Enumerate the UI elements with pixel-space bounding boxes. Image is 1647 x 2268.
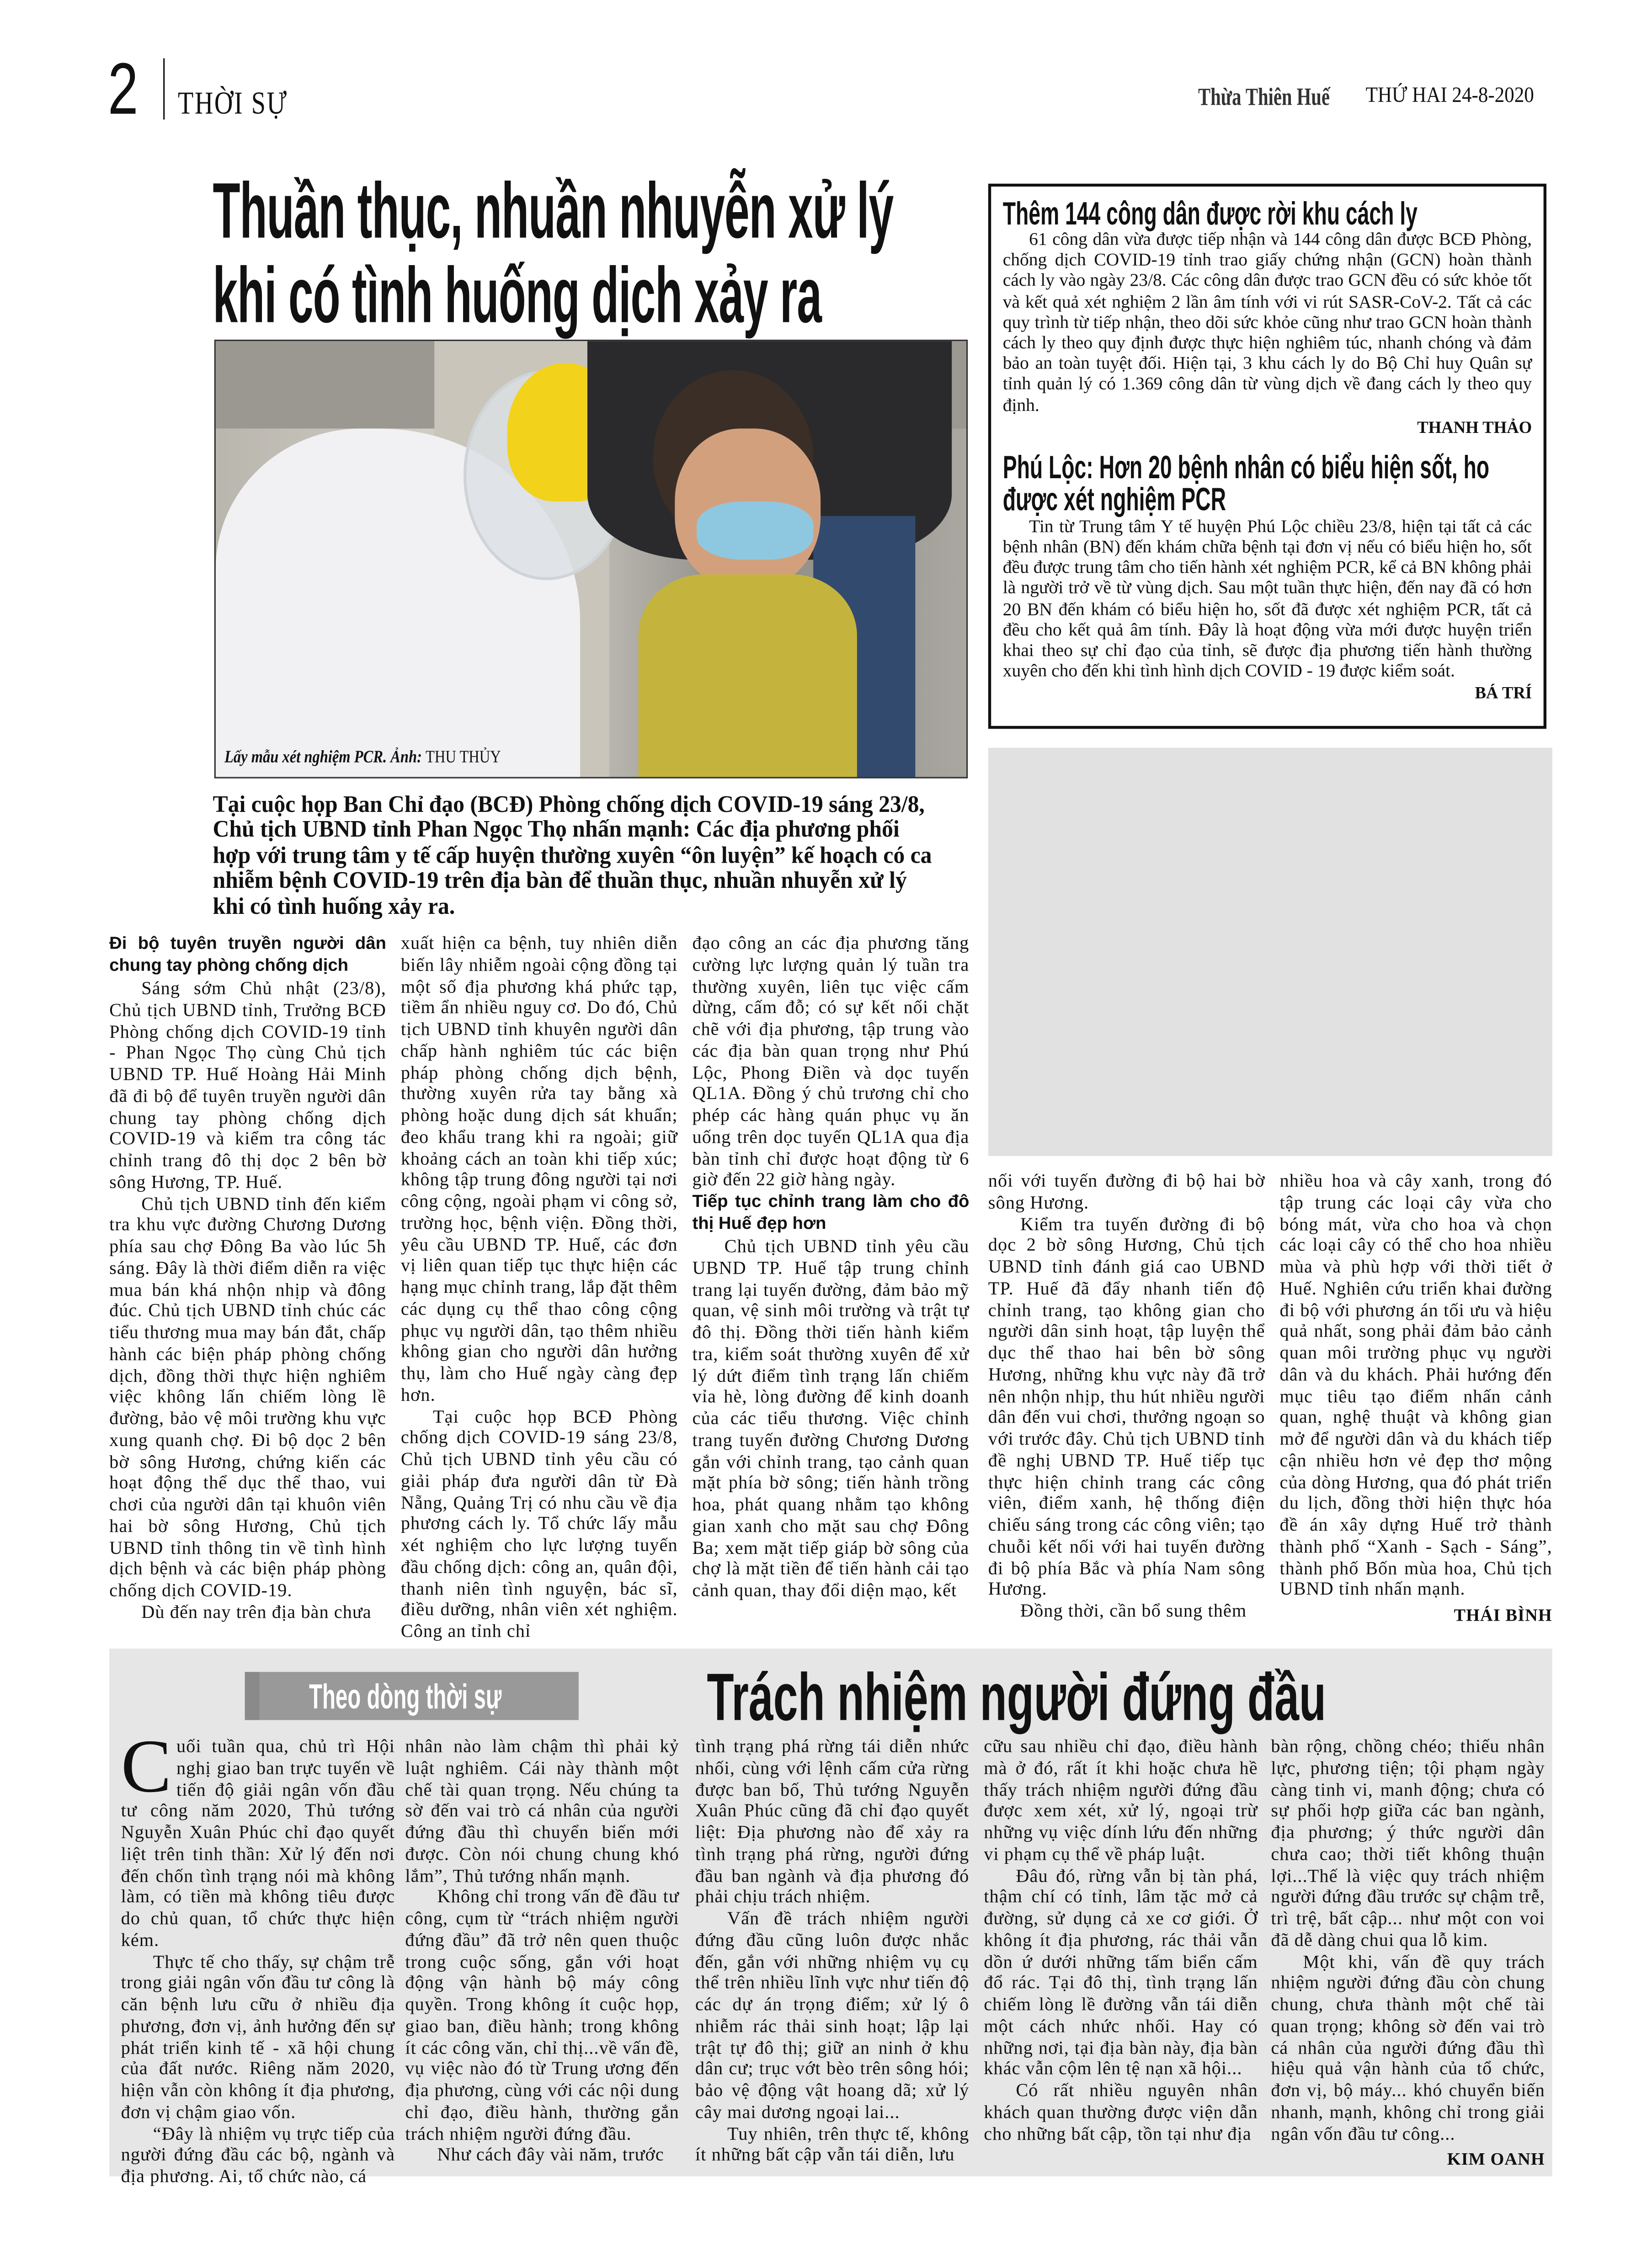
paragraph: nhân nào làm chậm thì phải kỷ luật nghiêm. Cái này thành một chế tài quan trọng. Nếu chúng ta sờ đến vai trò cá nhân của người đứng đầu thì chuyển biến mới được. Còn nói chung chung khó lắm”, Thủ tướng nhấn mạnh. (405, 1736, 679, 1886)
photo-credit: THU THỦY (426, 746, 501, 767)
opinion-column (695, 1736, 969, 2167)
byline: THÁI BÌNH (1454, 1605, 1552, 1626)
paragraph: Tại cuộc họp BCĐ Phòng chống dịch COVID-19 sáng 23/8, Chủ tịch UBND tỉnh yêu cầu có giải pháp đưa người dân từ Đà Nẵng, Quảng Trị có nhu cầu về địa phương cách ly. Tổ chức lấy mẫu xét nghiệm cho lực lượng tuyến đầu chống dịch: công an, quân đội, thanh niên tình nguyện, bác sĩ, điều dưỡng, nhân viên xét nghiệm. Công an tỉnh chỉ (400, 1406, 678, 1642)
brief-body: Tin từ Trung tâm Y tế huyện Phú Lộc chiều 23/8, hiện tại tất cả các bệnh nhân (BN) đến khám chữa bệnh tại đơn vị nếu có biểu hiện ho, sốt đều được trung tâm cho tiến hành xét nghiệm PCR, kể cả BN không phải là người trở về từ vùng dịch. Sau một tuần thực hiện, đến nay đã có hơn 20 BN đến khám có biểu hiện ho, sốt đã được xét nghiệm PCR, tất cả đều cho kết quả âm tính. Đây là hoạt động vừa mới được huyện triển khai theo sự chỉ đạo của tỉnh, sẽ được địa phương tiến hành thường xuyên cho đến khi tình hình dịch COVID - 19 được kiểm soát. (1002, 516, 1532, 681)
photo-caption (224, 747, 501, 768)
article-column (401, 933, 678, 1643)
paragraph: Tuy nhiên, trên thực tế, không ít những bất cập vẫn tái diễn, lưu (695, 2123, 970, 2165)
paper-name: Thừa Thiên Huế (1198, 83, 1330, 111)
paragraph: cữu sau nhiều chỉ đạo, điều hành mà ở đó, rất ít khi hoặc chưa hề thấy trách nhiệm người đứng đầu được xem xét, xử lý, ngoại trừ những vụ việc dính lứu đến những vi phạm cụ thể về pháp luật. (984, 1736, 1258, 1864)
opinion-column (121, 1726, 395, 2188)
caption-text: Lấy mẫu xét nghiệm PCR. Ảnh: (224, 746, 422, 767)
news-brief-box (988, 184, 1546, 729)
paragraph: “Đây là nhiệm vụ trực tiếp của người đứng đầu các bộ, ngành và địa phương. Ai, tổ chức nào, cá (121, 2123, 395, 2187)
opinion-column (984, 1736, 1258, 2145)
column-label (245, 1672, 579, 1720)
brief-author: BÁ TRÍ (1475, 686, 1532, 704)
section-title: THỜI SỰ (177, 84, 288, 121)
brief-title: Thêm 144 công dân được rời khu cách ly (1002, 195, 1418, 232)
paragraph: Đâu đó, rừng vẫn bị tàn phá, thậm chí có tỉnh, lâm tặc mở cả đường, sử dụng cả xe cơ giới. Ở không ít địa phương, rác thải vẫn dồn ứ dưới những tấm biển cấm đổ rác. Tại đô thị, tình trạng lấn chiếm lòng lề đường vẫn tái diễn một cách nhức nhối. Hay có những nơi, tại địa bàn này, địa bàn khác vẫn cộm lên tệ nạn xã hội... (984, 1865, 1258, 2079)
article-photo (214, 340, 968, 779)
brief-title: Phú Lộc: Hơn 20 bệnh nhân có biểu hiện sốt, ho được xét nghiệm PCR (1002, 448, 1490, 518)
paragraph: đạo công an các địa phương tăng cường lực lượng quản lý tuần tra thường xuyên, liên tục việc cấm dừng, cấm đỗ; có sự kết nối chặt chẽ với địa phương, tập trung vào các địa bàn quan trọng như Phú Lộc, Phong Điền và dọc tuyến QL1A. Đồng ý chủ trương chỉ cho phép các hàng quán phục vụ ăn uống trên dọc tuyến QL1A qua địa bàn tỉnh chỉ được hoạt động từ 6 giờ đến 22 giờ hàng ngày. (692, 933, 970, 1190)
paragraph: Sáng sớm Chủ nhật (23/8), Chủ tịch UBND tỉnh, Trưởng BCĐ Phòng chống dịch COVID-19 tỉnh - Phan Ngọc Thọ cùng Chủ tịch UBND TP. Huế Hoàng Hải Minh đã đi bộ để tuyên truyền người dân chung tay phòng chống dịch COVID-19 và kiểm tra công tác chỉnh trang đô thị dọc 2 bên bờ sông Hương, TP. Huế. (109, 978, 386, 1192)
article-column (109, 933, 386, 1623)
paragraph: Có rất nhiều nguyên nhân khách quan thường được viện dẫn cho những bất cập, tồn tại như địa (984, 2080, 1258, 2144)
paragraph: Dù đến nay trên địa bàn chưa (141, 1601, 372, 1622)
brief-author: THANH THẢO (1417, 419, 1532, 438)
column-label-text: Theo dòng thời sự (309, 1677, 502, 1718)
paragraph: Thực tế cho thấy, sự chậm trễ trong giải ngân vốn đầu tư công là căn bệnh lưu cữu ở nhiều địa phương, đơn vị, ảnh hưởng đến sự phát triển kinh tế - xã hội chung của đất nước. Riêng năm 2020, hiện vẫn còn không ít địa phương, đơn vị chậm giao vốn. (121, 1951, 395, 2122)
face-mask (697, 502, 813, 560)
subheading: Tiếp tục chỉnh trang làm cho đô thị Huế đẹp hơn (692, 1191, 970, 1233)
blank-ad-space (988, 748, 1552, 1156)
paragraph: Vấn đề trách nhiệm người đứng đầu cũng luôn được nhắc đến, gắn với những nhiệm vụ cụ thể trên nhiều lĩnh vực như tiến độ các dự án trọng điểm; xử lý ô nhiễm rác thải sinh hoạt; lập lại trật tự đô thị; giữ an ninh ở khu dân cư; trục vớt bèo trên sông hói; bảo vệ động vật hoang dã; xử lý cây mai dương ngoại lai... (695, 1908, 970, 2122)
header-divider (163, 59, 165, 120)
paragraph: Kiểm tra tuyến đường đi bộ dọc 2 bờ sông Hương, Chủ tịch UBND tỉnh đánh giá cao UBND TP. Huế đã đẩy nhanh tiến độ chỉnh trang, tạo không gian cho người dân sinh hoạt, tập luyện thể dục thể thao hai bên bờ sông Hương, những khu vực này đã trở nên nhộn nhịp, thu hút nhiều người dân đến vui chơi, thưởng ngoạn so với trước đây. Chủ tịch UBND tỉnh đề nghị UBND TP. Huế tiếp tục thực hiện chỉnh trang các công viên, điểm xanh, hệ thống điện chiếu sáng trong các công viên; tạo chuỗi kết nối với hai tuyến đường đi bộ phía Bắc và phía Nam sông Hương. (988, 1213, 1265, 1600)
page-number: 2 (107, 48, 139, 130)
yellow-shirt (639, 574, 857, 778)
paragraph-text: uối tuần qua, chủ trì Hội nghị giao ban trực tuyến về tiến độ giải ngân vốn đầu tư công năm 2020, Thủ tướng Nguyễn Xuân Phúc chỉ đạo quyết liệt trên tinh thần: Xử lý đến nơi đến chốn tình trạng nói mà không làm, có tiền mà không tiêu được do chủ quan, tổ chức thực hiện kém. (121, 1736, 395, 1950)
paragraph: tình trạng phá rừng tái diễn nhức nhối, cùng với lệnh cấm cửa rừng được ban bố, Thủ tướng Nguyễn Xuân Phúc cũng đã chỉ đạo quyết liệt: Địa phương nào để xảy ra tình trạng phá rừng, người đứng đầu ban ngành và địa phương đó phải chịu trách nhiệm. (695, 1736, 970, 1907)
brief-body: 61 công dân vừa được tiếp nhận và 144 công dân được BCĐ Phòng, chống dịch COVID-19 tỉnh trao giấy chứng nhận (GCN) hoàn thành cách ly vào ngày 23/8. Các công dân được trao GCN đều có sức khỏe tốt và kết quả xét nghiệm 2 lần âm tính với vi rút SASR-CoV-2. Tất cả các quy trình từ tiếp nhận, theo dõi sức khỏe cũng như trao GCN hoàn thành cách ly theo quy định được thực hiện nghiêm túc, nhanh chóng và đảm bảo an toàn tuyệt đối. Hiện tại, 3 khu cách ly do Bộ Chỉ huy Quân sự tỉnh quản lý có 1.369 công dân từ vùng dịch về đang cách ly theo quy định. (1002, 229, 1532, 415)
headline-line: Thuần thục, nhuần nhuyễn xử lý (213, 167, 894, 255)
paragraph: xuất hiện ca bệnh, tuy nhiên diễn biến lây nhiễm ngoài cộng đồng tại một số địa phương khá phức tạp, tiềm ẩn nhiều nguy cơ. Do đó, Chủ tịch UBND tỉnh khuyên người dân chấp hành nghiêm túc các biện pháp phòng chống dịch bệnh, thường xuyên rửa tay bằng xà phòng hoặc dung dịch sát khuẩn; đeo khẩu trang khi ra ngoài; giữ khoảng cách an toàn khi tiếp xúc; không tập trung đông người tại nơi công cộng, ngoài phạm vi công sở, trường học, bệnh viện. Đồng thời, yêu cầu UBND TP. Huế, các đơn vị liên quan tiếp tục thực hiện các hạng mục chỉnh trang, lắp đặt thêm các dụng cụ thể thao công cộng phục vụ người dân, tạo thêm nhiều không gian cho người dân hưởng thụ, làm cho Huế ngày càng đẹp hơn. (400, 933, 678, 1405)
article-column (1280, 1170, 1552, 1626)
byline: KIM OANH (1447, 2149, 1545, 2170)
paragraph: nhiều hoa và cây xanh, trong đó tập trung các loại cây vừa cho bóng mát, vừa cho hoa và chọn các loại cây có thể cho hoa nhiều mùa và phù hợp với thời tiết ở Huế. Nghiên cứu triển khai đường đi bộ với phương án tối ưu và hiệu quả nhất, song phải đảm bảo cảnh quan môi trường phục vụ người dân và du khách. Phải hướng đến mục tiêu tạo điểm nhấn cảnh quan, nghệ thuật và không gian mở để người dân và du khách tiếp cận nhiều hơn vẻ đẹp thơ mộng của dòng Hương, qua đó phát triển du lịch, đồng thời hiện thực hóa đề án xây dựng Huế trở thành thành phố “Xanh - Sạch - Sáng”, thành phố Bốn mùa hoa, Chủ tịch UBND tỉnh nhấn mạnh. (1279, 1170, 1552, 1600)
paragraph: Không chỉ trong vấn đề đầu tư công, cụm từ “trách nhiệm người đứng đầu” đã trở nên quen thuộc trong cuộc sống, gắn với hoạt động vận hành bộ máy công quyền. Trong không ít cuộc họp, giao ban, điều hành; trong không ít các công văn, chỉ thị...về vấn đề, vụ việc nào đó từ Trung ương đến địa phương, cùng với các nội dung chỉ đạo, điều hành, thường gắn trách nhiệm người đứng đầu. (405, 1886, 679, 2144)
main-headline (213, 169, 961, 338)
article-lead: Tại cuộc họp Ban Chỉ đạo (BCĐ) Phòng chống dịch COVID-19 sáng 23/8, Chủ tịch UBND tỉnh Phan Ngọc Thọ nhấn mạnh: Các địa phương phối hợp với trung tâm y tế cấp huyện thường xuyên “ôn luyện” kế hoạch có ca nhiễm bệnh COVID-19 trên địa bàn để thuần thục, nhuần nhuyễn xử lý khi có tình huống xảy ra. (213, 790, 932, 919)
opinion-column (405, 1736, 679, 2167)
issue-date: THỨ HAI 24-8-2020 (1365, 84, 1534, 108)
paragraph: Một khi, vấn đề quy trách nhiệm người đứng đầu còn chung chung, chưa thành một chế tài quan trọng; không sờ đến vai trò cá nhân của người đứng đầu thì hiệu quả vận hành của tổ chức, đơn vị, bộ máy... khó chuyển biến nhanh, mạnh, không chỉ trong giải ngân vốn đầu tư công... (1271, 1951, 1545, 2144)
article-column (693, 933, 970, 1602)
opinion-column (1271, 1736, 1545, 2171)
paragraph: bàn rộng, chồng chéo; thiếu nhân lực, phương tiện; tội phạm ngày càng tinh vi, manh động; chưa có sự phối hợp giữa các ban ngành, địa phương; ý thức người dân chưa cao; thời tiết không thuận lợi...Thế là việc quy trách nhiệm người đứng đầu trước sự chậm trễ, trì trệ, bất cập... như một con voi đã dễ dàng chui qua lỗ kim. (1271, 1736, 1545, 1950)
paragraph: Chủ tịch UBND tỉnh đến kiểm tra khu vực đường Chương Dương phía sau chợ Đông Ba vào lúc 5h sáng. Đây là thời điểm diễn ra việc mua bán khá nhộn nhịp và đông đúc. Chủ tịch UBND tỉnh chúc các tiểu thương mua may bán đắt, chấp hành các biện pháp phòng chống dịch, đồng thời thực hiện nghiêm việc không lấn chiếm lòng lề đường, bảo vệ môi trường khu vực xung quanh chợ. Đi bộ dọc 2 bên bờ sông Hương, chứng kiến các hoạt động thể dục thể thao, vui chơi của người dân tại khuôn viên hai bờ sông Hương, Chủ tịch UBND tỉnh thông tin về tình hình dịch bệnh và các biện pháp phòng chống dịch COVID-19. (109, 1193, 386, 1601)
subheading: Đi bộ tuyên truyền người dân chung tay phòng chống dịch (109, 933, 386, 976)
opinion-section (109, 1649, 1552, 2187)
paragraph: Như cách đây vài năm, trước (437, 2145, 664, 2165)
paragraph: Đồng thời, cần bổ sung thêm (1020, 1600, 1247, 1621)
paragraph (121, 1726, 395, 1951)
article-column (988, 1170, 1265, 1622)
headline-line: khi có tình huống dịch xảy ra (213, 252, 821, 340)
opinion-title: Trách nhiệm người đứng đầu (707, 1659, 1327, 1735)
drop-cap: C (121, 1726, 172, 1809)
paragraph: Chủ tịch UBND tỉnh yêu cầu UBND TP. Huế tập trung chỉnh trang lại tuyến đường, đảm bảo mỹ quan, vệ sinh môi trường và trật tự đô thị. Đồng thời tiến hành kiểm tra, kiểm soát thường xuyên để xử lý dứt điểm tình trạng lấn chiếm vỉa hè, lòng đường để kinh doanh của các tiểu thương. Việc chỉnh trang tuyến đường Chương Dương gắn với chỉnh trang, tạo cảnh quan mặt phía bờ sông; tiến hành trồng hoa, phát quang nhằm tạo không gian xanh cho mặt sau chợ Đông Ba; xem mặt tiếp giáp bờ sông của chợ là mặt tiền để tiến hành cải tạo cảnh quan, thay đổi diện mạo, kết (692, 1236, 970, 1601)
paragraph: nối với tuyến đường đi bộ hai bờ sông Hương. (988, 1170, 1265, 1213)
